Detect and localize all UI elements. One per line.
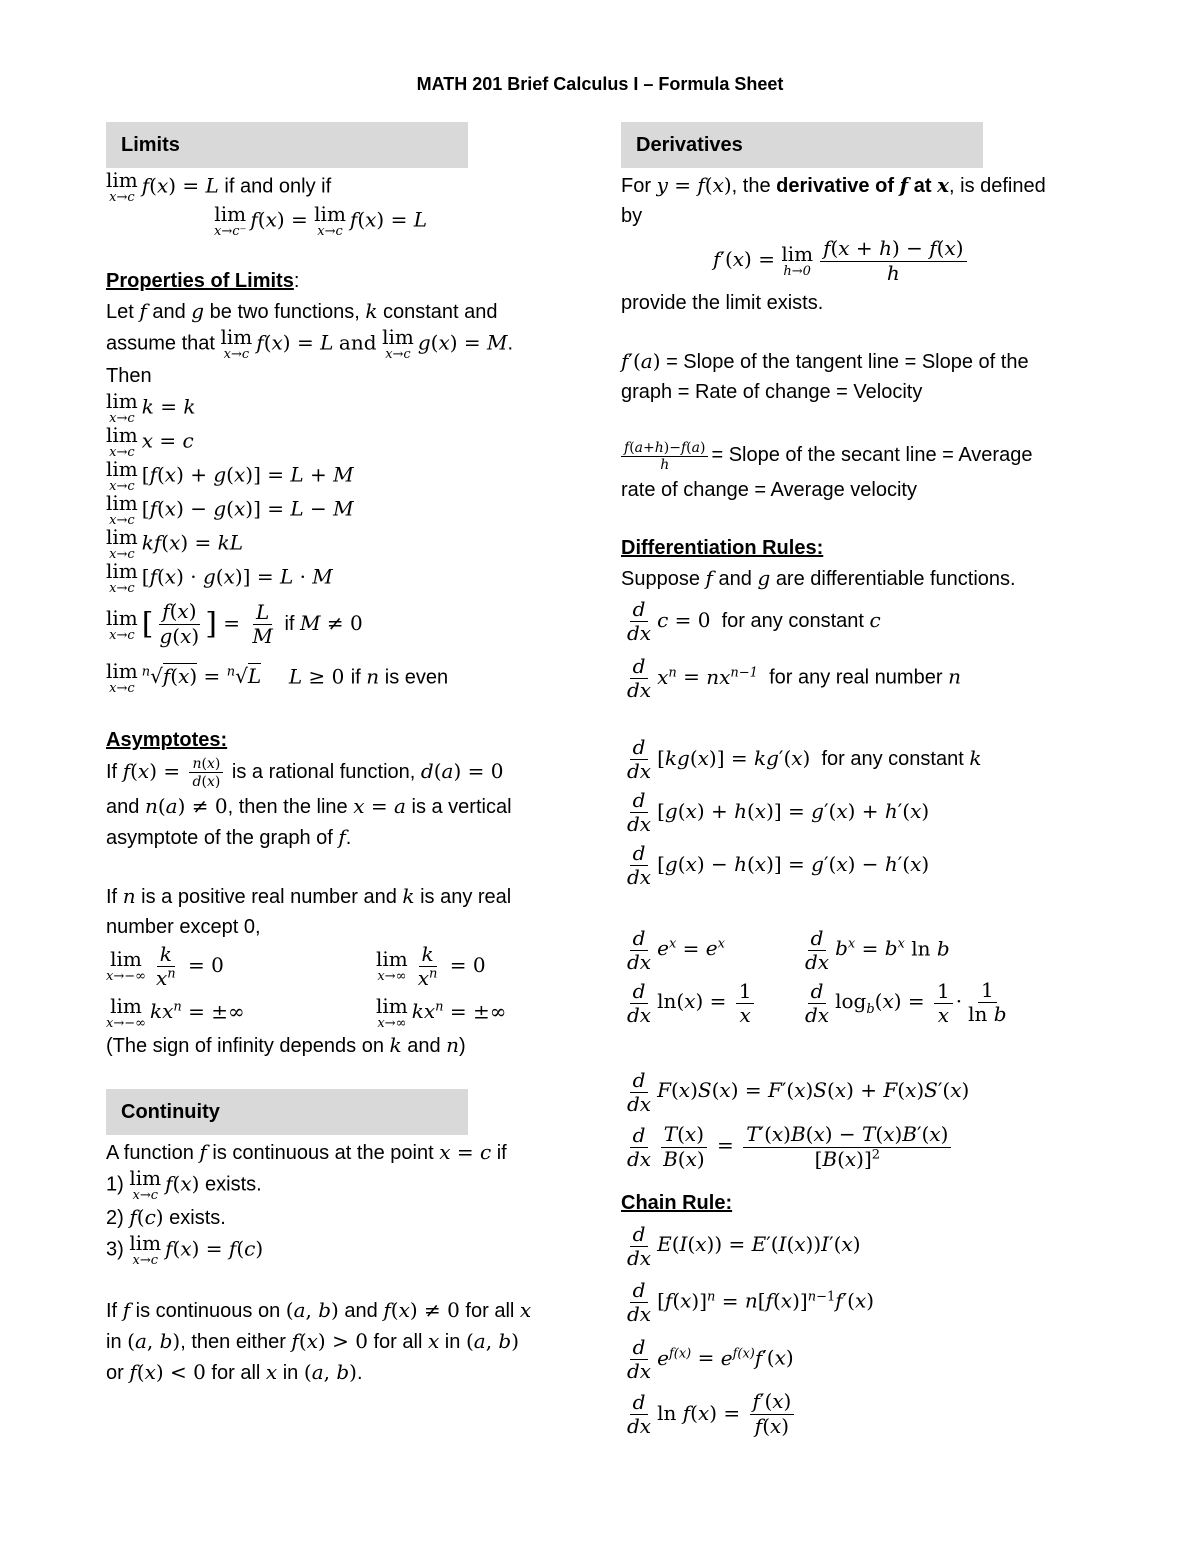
derivatives-heading: Derivatives: [621, 122, 983, 168]
tangent-slope-1: f′(a) = Slope of the tangent line = Slope of the: [621, 349, 1029, 373]
rule-power: $\frac{d}{dx}$ $x^n = nx^{n-1}$ for any real number n: [627, 653, 961, 702]
rule-product: $\frac{d}{dx}$ F(x)S(x) = F′(x)S(x) + F(x)S′(x): [627, 1067, 970, 1116]
properties-of-limits-heading: Properties of Limits: [106, 270, 294, 292]
one-sided-limits: lim x→c⁻ f(x) = lim x→c f(x) = L: [214, 202, 427, 239]
rules-intro: Suppose f and g are differentiable functions.: [621, 566, 1016, 590]
limits-at-infinity-2: lim x→−∞ $kx^n$ = ±∞ lim x→∞ $kx^n$ = ±∞: [106, 994, 507, 1032]
derivative-def-1: For y = f(x), the derivative of f at x, is defined: [621, 173, 1046, 197]
tangent-slope-2: graph = Rate of change = Velocity: [621, 381, 923, 403]
limit-constant: lim x→c k = k: [106, 389, 196, 426]
continuity-condition-2: 2) f(c) exists.: [106, 1205, 226, 1230]
asymptote-rule-1: If f(x) = $\frac{n(x)}{d(x)}$ is a rational function, d(a) = 0: [106, 756, 504, 791]
props-assume: assume that lim x→c f(x) = L and lim x→c g(x) = M.: [106, 325, 514, 362]
limit-product: lim x→c [f(x) · g(x)] = L · M: [106, 559, 333, 596]
continuity-intro: A function f is continuous at the point x = c if: [106, 1140, 507, 1165]
ivt-line-3: or f(x) < 0 for all x in (a, b).: [106, 1360, 363, 1385]
limit-root: lim x→c $^n$√f(x) = $^n$√L L ≥ 0 if n is even: [106, 659, 449, 697]
limit-sum: lim x→c [f(x) + g(x)] = L + M: [106, 457, 354, 494]
chain-rule-power: $\frac{d}{dx}$ $[f(x)]^n = n[f(x)]^{n-1}f'(x)$: [627, 1278, 875, 1327]
continuity-heading: Continuity: [106, 1089, 468, 1135]
asymptote-infinity-2: number except 0,: [106, 915, 261, 938]
infinity-sign-note: (The sign of infinity depends on k and n): [106, 1033, 466, 1058]
props-intro: Let f and g be two functions, k constant and: [106, 299, 498, 323]
provide-limit-exists: provide the limit exists.: [621, 292, 824, 314]
limits-at-infinity-1: lim x→−∞ $\frac{k}{x^n}$ = 0 lim x→∞ $\frac{k}{x^n}$ = 0: [106, 941, 486, 990]
secant-slope-1: $\frac{f(a+h)-f(a)}{h}$ = Slope of the secant line = Average: [621, 435, 1101, 475]
derivative-def-2: by: [621, 205, 643, 227]
page-title: MATH 201 Brief Calculus I – Formula Sheet: [416, 74, 784, 94]
asymptote-infinity-1: If n is a positive real number and k is any real: [106, 883, 512, 908]
derivative-limit-formula: f′(x) = lim h→0 $\frac{f(x + h) - f(x)}{h}$: [621, 231, 1101, 288]
chain-rule-heading: Chain Rule:: [621, 1192, 733, 1215]
limit-identity: lim x→c x = c: [106, 423, 194, 460]
rule-sum: $\frac{d}{dx}$ [g(x) + h(x)] = g′(x) + h′(x): [627, 787, 930, 836]
limits-heading: Limits: [106, 122, 468, 168]
limit-difference: lim x→c [f(x) − g(x)] = L − M: [106, 491, 354, 528]
chain-rule-exponential: $\frac{d}{dx}$ $e^{f(x)} = e^{f(x)}f'(x)$: [627, 1334, 794, 1383]
limit-scalar: lim x→c kf(x) = kL: [106, 525, 244, 562]
rule-quotient: $\frac{d}{dx}$ $\frac{T(x)}{B(x)}$ = $\frac{T'(x)B(x) - T(x)B'(x)}{[B(x)]^2}$: [621, 1117, 1101, 1174]
chain-rule-general: $\frac{d}{dx}$ E(I(x)) = E′(I(x))I′(x): [627, 1221, 861, 1270]
asymptote-rule-3: asymptote of the graph of f.: [106, 824, 352, 849]
asymptote-rule-2: and n(a) ≠ 0, then the line x = a is a vertical: [106, 793, 512, 818]
continuity-condition-1: 1) lim x→c f(x) exists.: [106, 1166, 262, 1204]
asymptotes-heading: Asymptotes:: [106, 729, 228, 752]
rule-constant-multiple: $\frac{d}{dx}$ [kg(x)] = kg′(x) for any constant k: [627, 734, 982, 783]
right-column: [621, 122, 1101, 1442]
chain-rule-log: $\frac{d}{dx}$ ln f(x) = $\frac{f'(x)}{f(x)}$: [621, 1385, 1101, 1442]
limit-definition: lim x→c f(x) = L if and only if: [106, 168, 332, 205]
rule-constant: $\frac{d}{dx}$ c = 0 for any constant c: [627, 597, 881, 646]
ivt-line-1: If f is continuous on (a, b) and f(x) ≠ 0 for all x: [106, 1298, 532, 1323]
secant-slope-2: rate of change = Average velocity: [621, 479, 917, 501]
left-column: Limits lim x→c f(x) = L if and only if lim x→c⁻ f(x) = lim x→c f(x) = L Properties of Limits: Let f and g be two functions, k constant and assume that lim x→c f(x) = L and lim x→c g(x) = M. Then lim x→c k = k lim x→c x = c lim x→c [f(x) + g(x)] = L + M lim x→c [f(x) − g(x)] = L − M lim x→c kf(x) = kL lim x→c [f(x) · g(x)] = L · M lim x→c [ $\frac{f(x)}{g(x)}$ ] = $\frac{L}{M}$ if M ≠ 0 lim x→c $^n$√f(x) = $^n$√L L ≥ 0 if n is even Asymptotes: If f(x) = $\frac{n(x)}{d(x)}$ is a rational function, d(a) = 0 and n(a) ≠ 0, then the line x = a is a vertical asymptote of the graph of f. If n is a positive real number and k is any real number except 0, lim x→−∞ $\frac{k}{x^n}$ = 0 lim x→∞ $\frac{k}{x^n}$ = 0 lim x→−∞ $kx^n$ = ±∞ lim x→∞ $kx^n$ = ±∞ (The sign of infinity depends on k and n) Continuity A function f is continuous at the point x = c if 1) lim x→c f(x) exists. 2) f(c) exists. 3) lim x→c f(x) = f(c) If f is continuous on (a, b) and f(x) ≠ 0 for all x in (a, b), then either f(x) > 0 for all x in (a, b) or f(x) < 0 for all x in (a, b).: [106, 122, 586, 1388]
ivt-line-2: in (a, b), then either f(x) > 0 for all x in (a, b): [106, 1329, 520, 1354]
then-label: Then: [106, 365, 152, 387]
rule-exponentials: $\frac{d}{dx}$ $e^x = e^x$ $\frac{d}{dx}$ $b^x = b^x$ ln b: [627, 925, 950, 974]
limit-quotient: lim x→c [ $\frac{f(x)}{g(x)}$ ] = $\frac{L}{M}$ if M ≠ 0: [106, 599, 363, 649]
rule-difference: $\frac{d}{dx}$ [g(x) − h(x)] = g′(x) − h′(x): [627, 840, 930, 889]
differentiation-rules-heading: Differentiation Rules:: [621, 537, 824, 559]
rule-logarithms: $\frac{d}{dx}$ ln(x) = $\frac{1}{x}$ $\frac{d}{dx}$ $\log_b(x)$ = $\frac{1}{x}$ · $\frac{1}{\text{ln b}}$: [627, 978, 1007, 1027]
continuity-condition-3: 3) lim x→c f(x) = f(c): [106, 1231, 264, 1269]
